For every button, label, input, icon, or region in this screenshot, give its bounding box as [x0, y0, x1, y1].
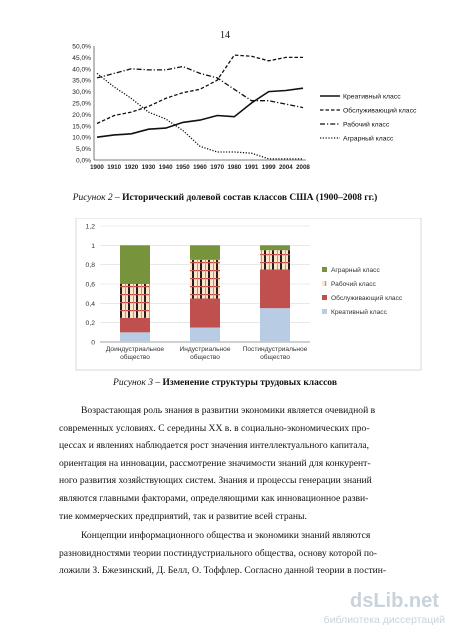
figure3-caption	[0, 378, 450, 388]
y-tick-label: 35,0%	[72, 77, 91, 85]
bar-segment	[120, 284, 150, 318]
x-tick-label: 2008	[296, 164, 310, 171]
y-tick-label: 20,0%	[72, 111, 91, 119]
y-tick-label: 40,0%	[72, 66, 91, 74]
figure3-caption-label: Рисунок 3 –	[113, 378, 161, 388]
legend-label: Креативный класс	[343, 93, 401, 101]
bar-segment	[190, 299, 220, 328]
series-line	[97, 55, 303, 123]
x-tick-label: 2004	[278, 164, 293, 171]
figure2-caption	[0, 193, 450, 203]
line-chart	[0, 40, 450, 180]
x-tick-label: 1930	[141, 164, 156, 171]
x-tick-label: общество	[190, 354, 220, 361]
y-tick-label: 0,6	[85, 281, 95, 289]
figure2-caption-title: Исторический долевой состав классов США (1900–2008 гг.)	[122, 193, 378, 203]
watermark-domain: dsLib.net	[350, 590, 439, 612]
x-tick-label: 1910	[107, 164, 122, 171]
bar-segment	[260, 308, 290, 342]
x-tick-label: Постиндустриальное	[242, 346, 308, 353]
bar-segment	[260, 245, 290, 250]
x-tick-label: 1940	[158, 164, 173, 171]
legend-swatch	[322, 295, 327, 300]
watermark	[300, 590, 445, 630]
legend-label: Рабочий класс	[331, 281, 376, 288]
bar-segment	[190, 260, 220, 299]
bar-segment	[260, 270, 290, 309]
legend-label: Обслуживающий класс	[331, 295, 403, 302]
bar-segment	[120, 332, 150, 342]
series-line	[97, 73, 303, 158]
x-tick-label: 1950	[175, 164, 190, 171]
watermark-tagline: библиотека диссертаций	[323, 614, 445, 626]
x-tick-label: 1900	[90, 164, 104, 171]
legend-label: Креативный класс	[331, 309, 387, 316]
figure3-caption-title: Изменение структуры трудовых классов	[162, 378, 337, 388]
stacked-bar-chart	[0, 218, 450, 378]
x-tick-label: 1991	[244, 164, 259, 171]
x-tick-label: Индустриальное	[179, 346, 231, 353]
x-tick-label: 1920	[124, 164, 139, 171]
x-tick-label: 1970	[210, 164, 225, 171]
x-tick-label: 1999	[261, 164, 276, 171]
legend-label: Обслуживающий класс	[343, 107, 417, 115]
bar-segment	[120, 318, 150, 333]
y-tick-label: 0,0%	[75, 157, 91, 165]
x-tick-label: 1980	[227, 164, 242, 171]
figure2-caption-label: Рисунок 2 –	[72, 193, 120, 203]
y-tick-label: 25,0%	[72, 100, 91, 108]
series-line	[97, 88, 303, 137]
y-tick-label: 5,0%	[75, 146, 91, 154]
legend-label: Аграрный класс	[343, 135, 394, 143]
legend-swatch	[322, 281, 327, 286]
bar-segment	[190, 245, 220, 260]
x-tick-label: общество	[120, 354, 150, 361]
bar-segment	[120, 245, 150, 284]
series-line	[97, 67, 303, 108]
y-tick-label: 0,8	[85, 262, 95, 270]
paragraph-2: Концепции информационного общества и экономики знаний являются разновидностями теории постиндустриального общества, основу которой по- ложили З. Бжезинский, Д. Белл, О. Тоффлер. Согласно данной теории в постин-	[59, 530, 387, 577]
y-tick-label: 10,0%	[72, 134, 91, 142]
y-tick-label: 1,2	[85, 223, 95, 231]
legend-label: Рабочий класс	[343, 121, 390, 129]
x-tick-label: Доиндустриальное	[105, 346, 165, 353]
y-tick-label: 0,2	[85, 320, 95, 328]
legend-swatch	[322, 267, 327, 272]
y-tick-label: 15,0%	[72, 123, 91, 131]
y-tick-label: 30,0%	[72, 89, 91, 97]
y-tick-label: 45,0%	[72, 54, 91, 62]
x-tick-label: общество	[260, 354, 290, 361]
y-tick-label: 0,4	[85, 300, 95, 308]
legend-label: Аграрный класс	[331, 267, 380, 274]
y-tick-label: 50,0%	[72, 43, 91, 51]
page-number: 14	[220, 30, 230, 41]
y-tick-label: 1	[91, 242, 95, 250]
y-tick-label: 0	[91, 339, 95, 347]
x-tick-label: 1960	[193, 164, 207, 171]
legend-swatch	[322, 309, 327, 314]
bar-segment	[260, 250, 290, 269]
paragraph-1: Возрастающая роль знания в развитии экономики является очевидной в современных условиях. С середины XX в. в социально-экономических про- цессах и явлениях наблюдается рост значения интеллектуального капитала, ориентация на инновации, рассмотрение значимости знаний для конкурент- ного развития хозяйствующих систем. Знания и процессы генерации знаний являются главными факторами, определяющими как инновационное разви- тие коммерческих предприятий, так и развитие всей страны.	[59, 405, 376, 522]
bar-segment	[190, 328, 220, 343]
